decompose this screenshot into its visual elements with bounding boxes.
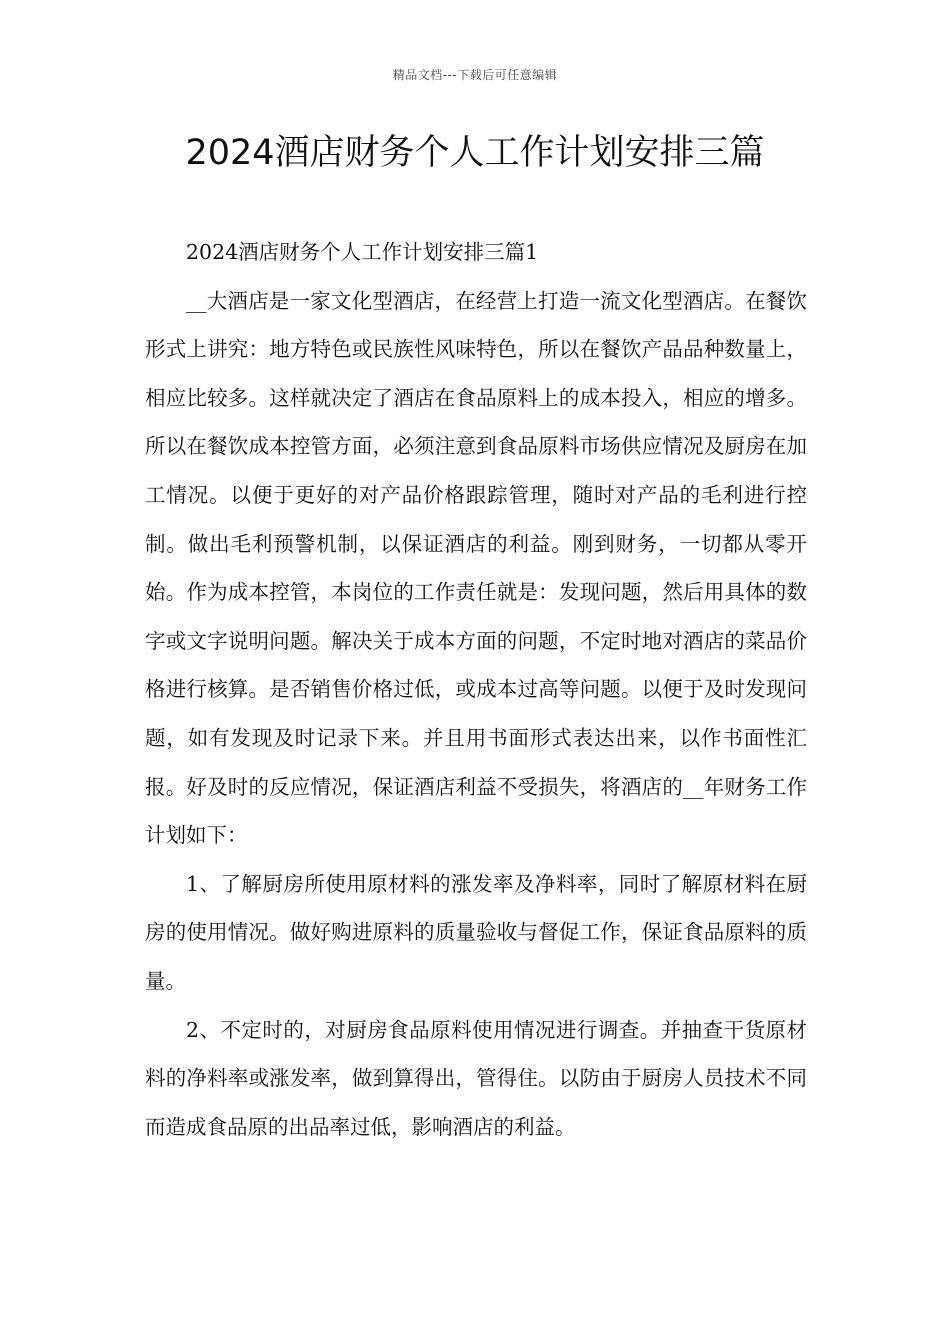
paragraph: 2、不定时的，对厨房食品原料使用情况进行调查。并抽查干货原材料的净料率或涨发率，做到算得出，管得住。以防由于厨房人员技术不同而造成食品原的出品率过低，影响酒店的利益。 [145,1017,807,1139]
paragraph: __大酒店是一家文化型酒店，在经营上打造一流文化型酒店。在餐饮形式上讲究：地方特色或民族性风味特色，所以在餐饮产品品种数量上，相应比较多。这样就决定了酒店在食品原料上的成本投入，相应的增多。所以在餐饮成本控管方面，必须注意到食品原料市场供应情况及厨房在加工情况。以便于更好的对产品价格跟踪管理，随时对产品的毛利进行控制。做出毛利预警机制，以保证酒店的利益。刚到财务，一切都从零开始。作为成本控管，本岗位的工作责任就是：发现问题，然后用具体的数字或文字说明问题。解决关于成本方面的问题，不定时地对酒店的菜品价格进行核算。是否销售价格过低，或成本过高等问题。以便于及时发现问题，如有发现及时记录下来。并且用书面形式表达出来，以作书面性汇报。好及时的反应情况，保证酒店利益不受损失，将酒店的__年财务工作计划如下： [145,288,807,848]
header-note: 精品文档---下载后可任意编辑 [392,68,558,82]
document-title: 2024酒店财务个人工作计划安排三篇 [185,133,765,173]
paragraph: 1、了解厨房所使用原材料的涨发率及净料率，同时了解原材料在厨房的使用情况。做好购进原料的质量验收与督促工作，保证食品原料的质量。 [145,871,807,993]
document-body [145,228,807,1151]
section-heading: 2024酒店财务个人工作计划安排三篇1 [186,240,539,264]
